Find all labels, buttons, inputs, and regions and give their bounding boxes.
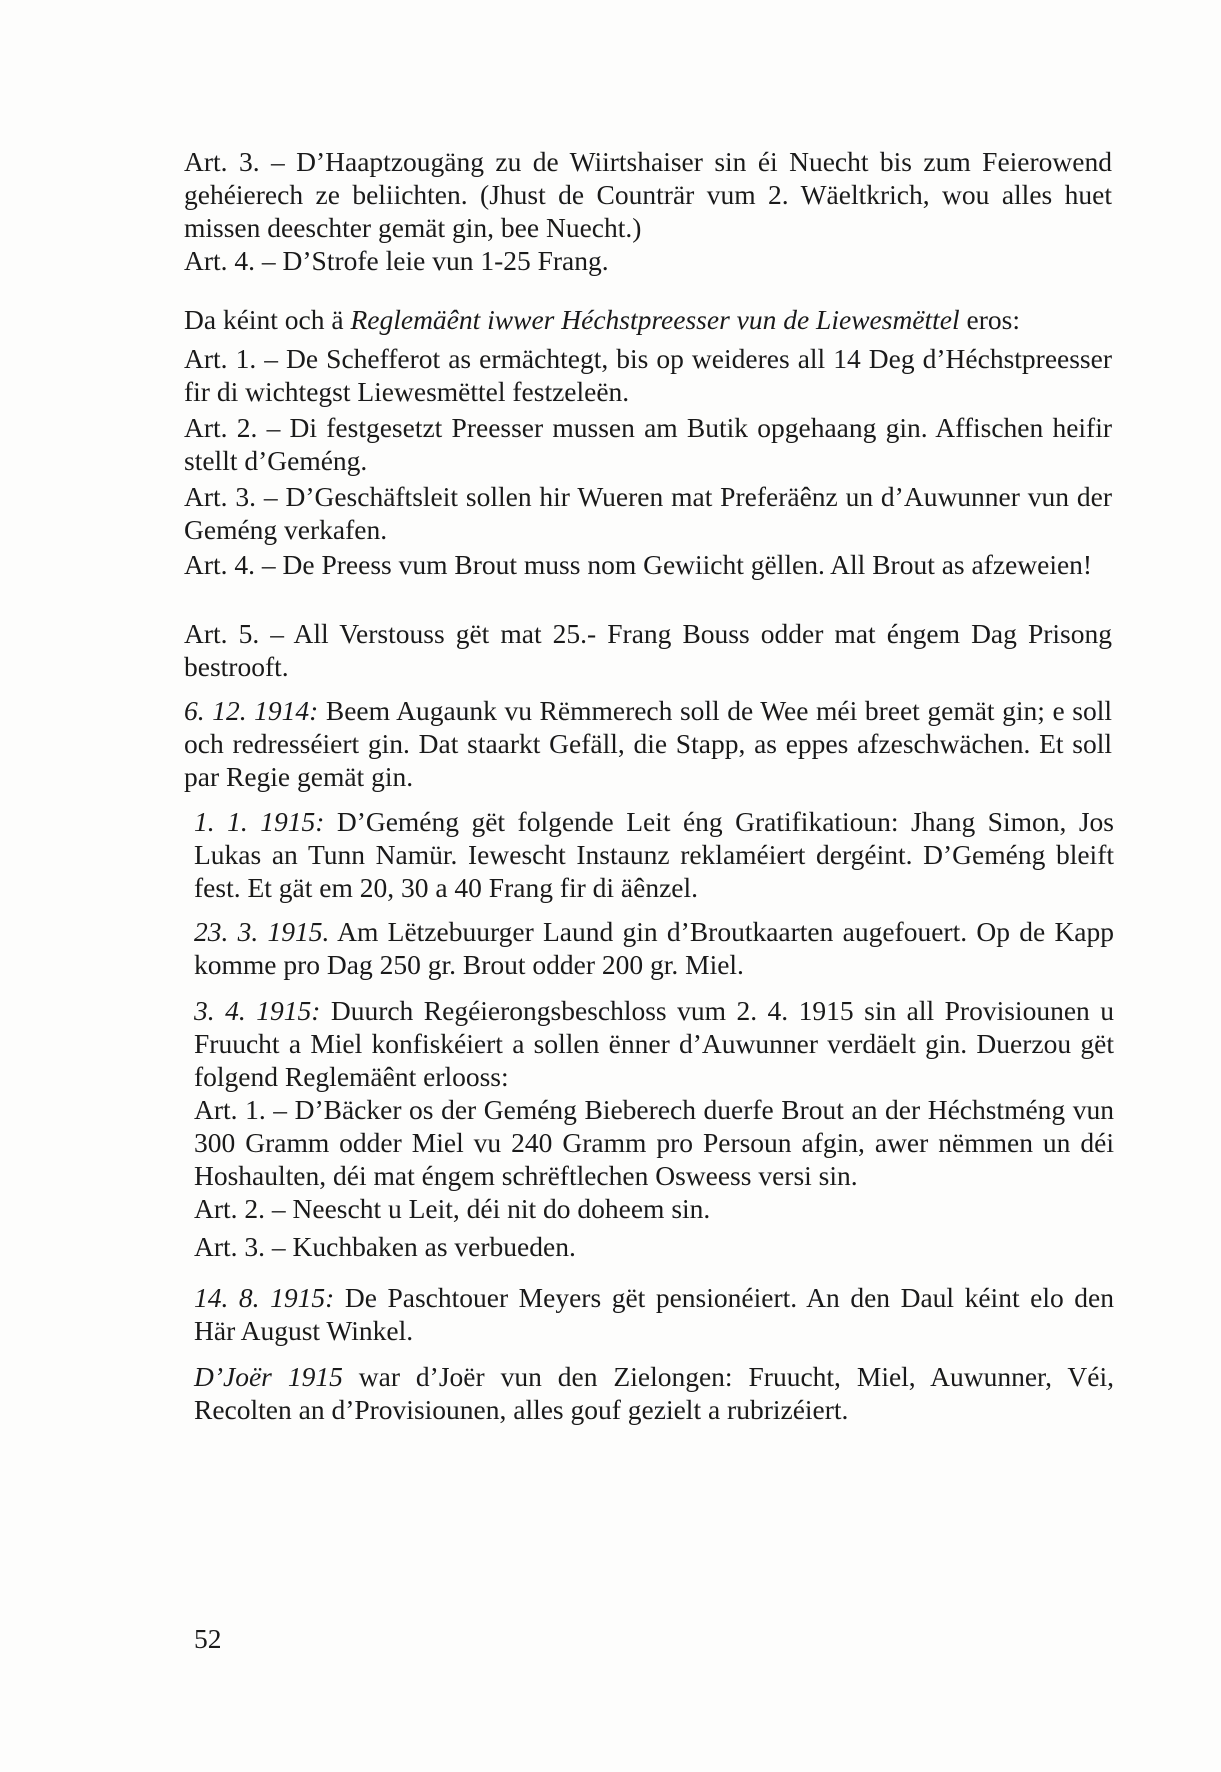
entry-date: 14. 8. 1915: <box>194 1282 335 1313</box>
paragraph-text: Art. 2. – Neescht u Leit, déi nit do doheem sin. <box>194 1193 711 1224</box>
article-3-curfew <box>184 145 1112 244</box>
entry-date: D’Joër 1915 <box>194 1361 343 1392</box>
paragraph-text: Art. 1. – De Schefferot as ermächtegt, bis op weideres all 14 Deg d’Héchstpreesser fir di wichtegst Liewesmëttel festzeleën. <box>184 343 1112 407</box>
article-3-baking <box>194 1230 1114 1263</box>
paragraph-text: De Paschtouer Meyers gët pensionéiert. An den Daul kéint elo den Här August Winkel. <box>194 1282 1114 1346</box>
entry-1915-08-14 <box>194 1281 1114 1347</box>
paragraph-text: Art. 3. – D’Geschäftsleit sollen hir Wueren mat Preferäênz un d’Auwunner vun der Geméng verkafen. <box>184 481 1112 545</box>
page-number: 52 <box>194 1623 222 1654</box>
article-1-rations <box>194 1093 1114 1192</box>
entry-1915-03-23 <box>194 915 1114 981</box>
entry-date: 3. 4. 1915: <box>194 995 321 1026</box>
paragraph-text: war d’Joër vun den Zielongen: Fruucht, Miel, Auwunner, Véi, Recolten an d’Provisiounen, alles gouf gezielt a rubrizéiert. <box>194 1361 1114 1425</box>
paragraph-text: eros: <box>959 304 1020 335</box>
paragraph-text: Art. 3. – D’Haaptzougäng zu de Wiirtshaiser sin éi Nuecht bis zum Feierowend gehéierech ze beliichten. (Jhust de Counträr vum 2. Wäeltkrich, wou alles huet missen deeschter gemät gin, bee Nuecht.) <box>184 146 1112 243</box>
entry-year-1915 <box>194 1360 1114 1426</box>
regulation-title: Reglemäênt iwwer Héchstpreesser vun de Liewesmëttel <box>350 304 960 335</box>
paragraph-text: Art. 4. – D’Strofe leie vun 1-25 Frang. <box>184 245 609 276</box>
paragraph-text: Duurch Regéierongsbeschloss vum 2. 4. 1915 sin all Provisiounen u Fruucht a Miel konfiskéiert a sollen ënner d’Auwunner verdäelt gin. Duerzou gët folgend Reglemäênt erlooss: <box>194 995 1114 1092</box>
paragraph-text: Art. 3. – Kuchbaken as verbueden. <box>194 1231 576 1262</box>
entry-date: 23. 3. 1915. <box>194 916 330 947</box>
entry-1915-01-01 <box>194 805 1114 904</box>
article-2-posting <box>184 411 1112 477</box>
entry-1914-12-06 <box>184 694 1112 793</box>
paragraph-text: Beem Augaunk vu Rëmmerech soll de Wee méi breet gemät gin; e soll och redresséiert gin. Dat staarkt Gefäll, die Stapp, as eppes afzeschwächen. Et soll par Regie gemät gin. <box>184 695 1112 792</box>
article-5-fines <box>184 617 1112 683</box>
article-4-bread <box>184 548 1112 581</box>
entry-1915-04-03 <box>194 994 1114 1093</box>
paragraph-text: Art. 1. – D’Bäcker os der Geméng Bieberech duerfe Brout an der Héchstméng vun 300 Gramm odder Miel vu 240 Gramm pro Persoun afgin, awer nëmmen un déi Hoshaulten, déi mat éngem schrëftlechen Osweess versi sin. <box>194 1094 1114 1191</box>
paragraph-text: Da kéint och ä <box>184 304 351 335</box>
article-1-prices <box>184 342 1112 408</box>
paragraph-text: D’Geméng gët folgende Leit éng Gratifikatioun: Jhang Simon, Jos Lukas an Tunn Namür. Iewescht Instaunz reklaméiert dergéint. D’Geméng bleift fest. Et gät em 20, 30 a 40 Frang fir di äênzel. <box>194 806 1114 903</box>
regulation-intro <box>184 303 1112 336</box>
paragraph-text: Art. 5. – All Verstouss gët mat 25.- Frang Bouss odder mat éngem Dag Prisong bestrooft. <box>184 618 1112 682</box>
article-3-shops <box>184 480 1112 546</box>
paragraph-text: Am Lëtzebuurger Laund gin d’Broutkaarten augefouert. Op de Kapp komme pro Dag 250 gr. Brout odder 200 gr. Miel. <box>194 916 1115 980</box>
paragraph-text: Art. 2. – Di festgesetzt Preesser mussen am Butik opgehaang gin. Affischen heifir stellt d’Geméng. <box>184 412 1112 476</box>
entry-date: 1. 1. 1915: <box>194 806 325 837</box>
entry-date: 6. 12. 1914: <box>184 695 319 726</box>
article-2-absent <box>194 1192 1114 1225</box>
article-4-penalty <box>184 244 1112 277</box>
paragraph-text: Art. 4. – De Preess vum Brout muss nom Gewiicht gëllen. All Brout as afzeweien! <box>184 549 1093 580</box>
